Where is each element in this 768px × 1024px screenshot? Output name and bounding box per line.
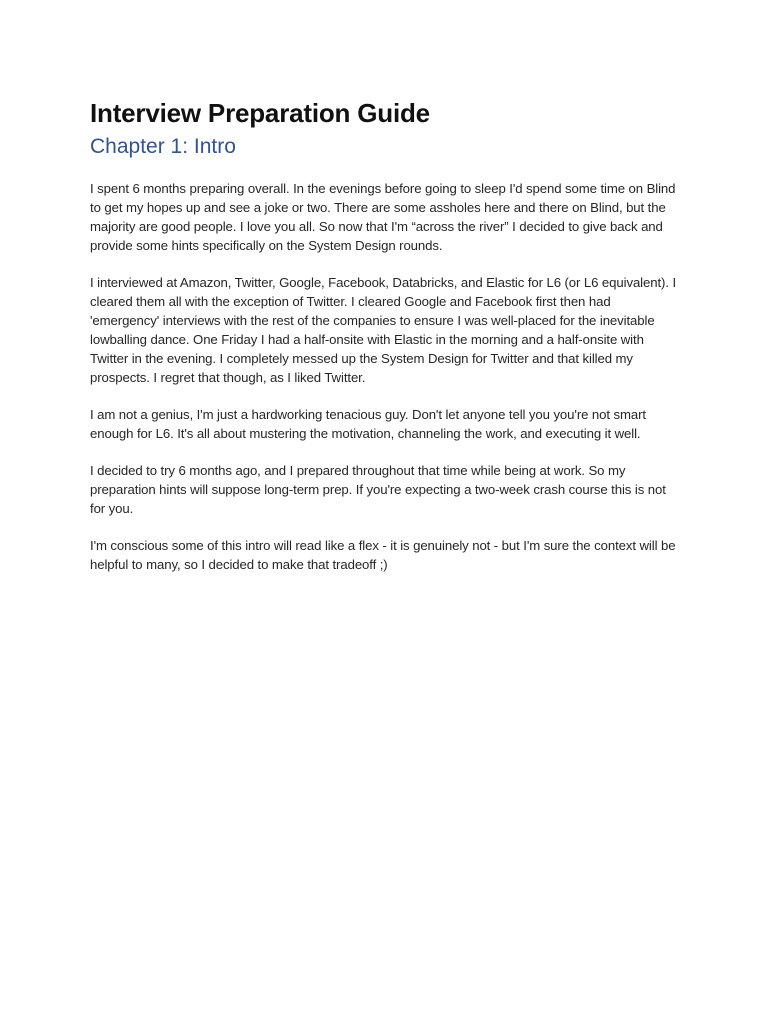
intro-paragraph-3: I am not a genius, I'm just a hardworking tenacious guy. Don't let anyone tell you you're not smart enough for L6. It's all about mustering the motivation, channeling the work, and executing it well. (90, 407, 646, 441)
document-title: Interview Preparation Guide (90, 98, 430, 128)
intro-paragraph-2: I interviewed at Amazon, Twitter, Google, Facebook, Databricks, and Elastic for L6 (or L6 equivalent). I cleared them all with the exception of Twitter. I cleared Google and Facebook first then had 'emergency' interviews with the rest of the companies to ensure I was well-placed for the inevitable lowballing dance. One Friday I had a half-onsite with Elastic in the morning and a half-onsite with Twitter in the evening. I completely messed up the System Design for Twitter and that killed my prospects. I regret that though, as I liked Twitter. (90, 275, 677, 385)
chapter-heading: Chapter 1: Intro (90, 135, 236, 158)
document-content (90, 95, 682, 592)
intro-paragraph-4: I decided to try 6 months ago, and I prepared throughout that time while being at work. So my preparation hints will suppose long-term prep. If you're expecting a two-week crash course this is not for you. (90, 463, 666, 516)
intro-paragraph-1: I spent 6 months preparing overall. In the evenings before going to sleep I'd spend some time on Blind to get my hopes up and see a joke or two. There are some assholes here and there on Blind, but the majority are good people. I love you all. So now that I'm “across the river” I decided to give back and provide some hints specifically on the System Design rounds. (90, 181, 676, 253)
intro-paragraph-5: I'm conscious some of this intro will read like a flex - it is genuinely not - but I'm sure the context will be helpful to many, so I decided to make that tradeoff ;) (90, 538, 676, 572)
